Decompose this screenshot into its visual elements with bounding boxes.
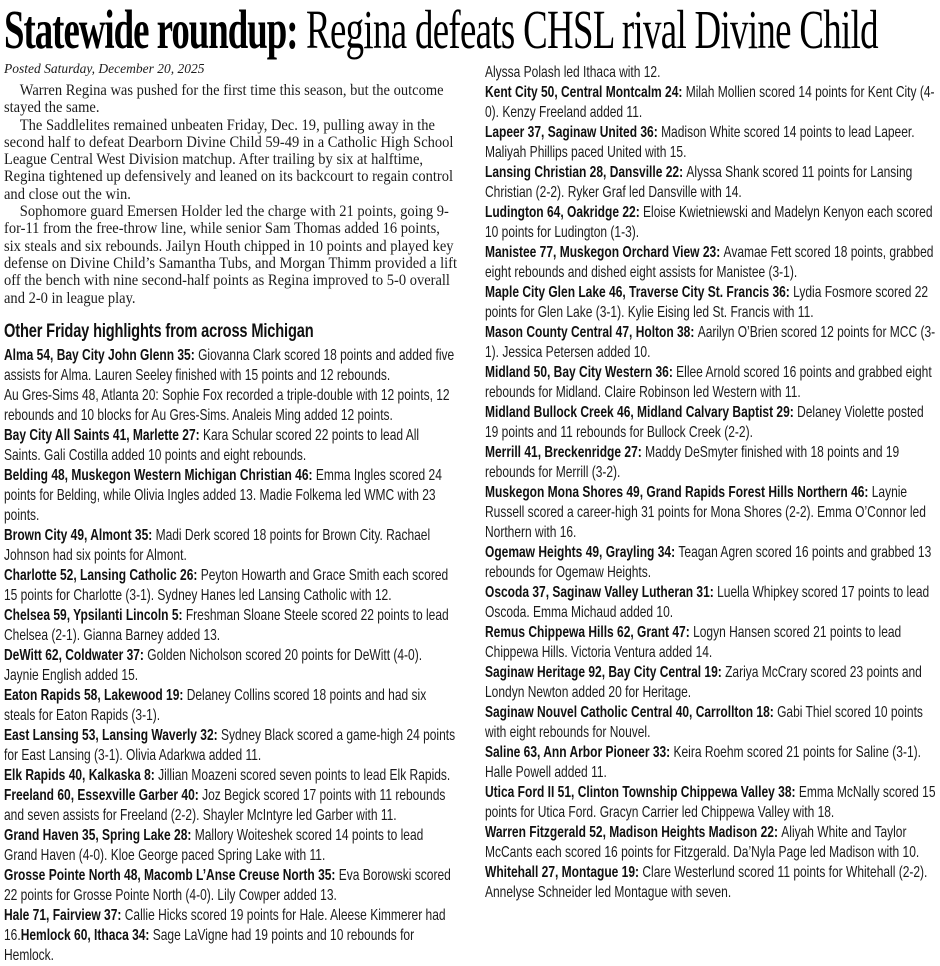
highlight-item	[485, 743, 940, 783]
game-summary: Giovanna Clark scored 18 points and added five assists for Alma. Lauren Seeley finished with 15 points and 12 rebounds.	[4, 346, 455, 384]
highlight-item	[4, 346, 459, 386]
game-summary: Sydney Black scored a game-high 24 points for East Lansing (3-1). Olivia Adarkwa added 11.	[4, 726, 456, 764]
highlight-item	[4, 646, 459, 686]
game-score-lead: Maple City Glen Lake 46, Traverse City St. Francis 36:	[485, 284, 794, 301]
highlight-item	[4, 606, 459, 646]
game-summary: Delaney Collins scored 18 points and had six steals for Eaton Rapids (3-1).	[4, 686, 427, 724]
highlight-item	[485, 443, 940, 483]
highlight-item	[485, 83, 940, 123]
highlight-item	[485, 863, 940, 903]
highlight-item	[4, 866, 459, 906]
game-summary: Maddy DeSmyter finished with 18 points and 19 rebounds for Merrill (3-2).	[485, 444, 900, 481]
game-score-lead: East Lansing 53, Lansing Waverly 32:	[4, 726, 221, 744]
highlight-item	[485, 583, 940, 623]
game-summary: Mallory Woiteshek scored 14 points to lead Grand Haven (4-0). Kloe George paced Spring Lake with 11.	[4, 826, 424, 864]
highlight-item	[485, 163, 940, 203]
game-summary: Sage LaVigne had 19 points and 10 rebounds for Hemlock.	[4, 926, 415, 964]
game-summary: Joz Begick scored 17 points with 11 rebounds and seven assists for Freeland (2-2). Shayler McIntyre led Garber with 11.	[4, 786, 446, 824]
section-heading: Other Friday highlights from across Michigan	[4, 319, 314, 342]
game-score-lead: Ludington 64, Oakridge 22:	[485, 204, 644, 221]
highlights-section	[4, 320, 459, 966]
highlight-item	[485, 283, 940, 323]
game-score-lead: Utica Ford II 51, Clinton Township Chippewa Valley 38:	[485, 784, 799, 801]
game-summary: Sophie Fox recorded a triple-double with 12 points, 12 rebounds and 10 blocks for Au Gres-Sims. Analeis Ming added 12 points.	[4, 386, 450, 424]
highlight-item	[485, 823, 940, 863]
game-score-lead: Belding 48, Muskegon Western Michigan Christian 46:	[4, 466, 316, 484]
game-score-lead: Brown City 49, Almont 35:	[4, 526, 156, 544]
highlight-item	[485, 543, 940, 583]
game-summary: Freshman Sloane Steele scored 22 points to lead Chelsea (2-1). Gianna Barney added 13.	[4, 606, 449, 644]
game-summary: Gabi Thiel scored 10 points with eight rebounds for Nouvel.	[485, 704, 923, 741]
game-score-lead: Bay City All Saints 41, Marlette 27:	[4, 426, 203, 444]
game-score-lead: Kent City 50, Central Montcalm 24:	[485, 84, 686, 101]
right-column	[485, 61, 940, 903]
game-summary: Eva Borowski scored 22 points for Grosse Pointe North (4-0). Lily Cowper added 13.	[4, 866, 451, 904]
game-summary: Emma Ingles scored 24 points for Belding, while Olivia Ingles added 13. Madie Folkema led WMC with 23 points.	[4, 466, 442, 524]
game-score-lead: Saginaw Heritage 92, Bay City Central 19:	[485, 664, 726, 681]
game-summary: Aliyah White and Taylor McCants each scored 16 points for Fitzgerald. Da’Nyla Page led Madison with 10.	[485, 824, 920, 861]
game-summary: Keira Roehm scored 21 points for Saline (3-1). Halle Powell added 11.	[485, 744, 921, 781]
highlight-item	[485, 663, 940, 703]
game-score-lead: Remus Chippewa Hills 62, Grant 47:	[485, 624, 694, 641]
highlight-item	[4, 726, 459, 766]
highlight-item	[485, 243, 940, 283]
game-summary: Lydia Fosmore scored 22 points for Glen Lake (3-1). Kylie Eising led St. Francis with 11.	[485, 284, 929, 321]
game-score-lead: Midland 50, Bay City Western 36:	[485, 364, 677, 381]
game-summary: Alyssa Polash led Ithaca with 12.	[485, 64, 661, 81]
game-score-lead: Alma 54, Bay City John Glenn 35:	[4, 346, 199, 364]
game-summary: Milah Mollien scored 14 points for Kent City (4-0). Kenzy Freeland added 11.	[485, 84, 935, 121]
highlight-item	[4, 826, 459, 866]
game-score-lead: Saline 63, Ann Arbor Pioneer 33:	[485, 744, 674, 761]
game-summary: Golden Nicholson scored 20 points for DeWitt (4-0). Jaynie English added 15.	[4, 646, 423, 684]
article-columns	[4, 61, 936, 966]
title-kicker: Statewide roundup:	[4, 0, 298, 60]
game-score-lead: Mason County Central 47, Holton 38:	[485, 324, 698, 341]
game-score-lead: Oscoda 37, Saginaw Valley Lutheran 31:	[485, 584, 718, 601]
game-summary: Delaney Violette posted 19 points and 11 rebounds for Bullock Creek (2-2).	[485, 404, 924, 441]
game-score-lead: Freeland 60, Essexville Garber 40:	[4, 786, 203, 804]
game-summary: Aarilyn O’Brien scored 12 points for MCC (3-1). Jessica Petersen added 10.	[485, 324, 936, 361]
game-score-lead: Grosse Pointe North 48, Macomb L’Anse Creuse North 35:	[4, 866, 339, 884]
highlight-item	[4, 566, 459, 606]
highlight-item	[485, 783, 940, 823]
game-score-lead: Hale 71, Fairview 37:	[4, 906, 125, 924]
highlight-item	[485, 623, 940, 663]
byline: Posted Saturday, December 20, 2025	[4, 61, 205, 76]
game-score-lead: Saginaw Nouvel Catholic Central 40, Carrollton 18:	[485, 704, 778, 721]
lead-paragraph: Warren Regina was pushed for the first time this season, but the outcome stayed the same.	[4, 82, 444, 117]
game-summary: Eloise Kwietniewski and Madelyn Kenyon each scored 10 points for Ludington (1-3).	[485, 204, 933, 241]
game-score-lead: Warren Fitzgerald 52, Madison Heights Madison 22:	[485, 824, 782, 841]
highlight-item	[485, 703, 940, 743]
game-score-lead: Eaton Rapids 58, Lakewood 19:	[4, 686, 187, 704]
game-score-lead: Charlotte 52, Lansing Catholic 26:	[4, 566, 201, 584]
highlights-list-right	[485, 63, 940, 903]
game-score-lead: DeWitt 62, Coldwater 37:	[4, 646, 148, 664]
highlight-item	[485, 483, 940, 543]
game-score-lead: Ogemaw Heights 49, Grayling 34:	[485, 544, 679, 561]
highlight-item	[485, 363, 940, 403]
game-summary: Teagan Agren scored 16 points and grabbed 13 rebounds for Ogemaw Heights.	[485, 544, 932, 581]
game-summary: Peyton Howarth and Grace Smith each scored 15 points for Charlotte (3-1). Sydney Hanes led Lansing Catholic with 12.	[4, 566, 449, 604]
game-summary: Madi Derk scored 18 points for Brown City. Rachael Johnson had six points for Almont.	[4, 526, 431, 564]
game-score-lead: Grand Haven 35, Spring Lake 28:	[4, 826, 195, 844]
highlight-item	[4, 686, 459, 726]
game-score-lead: Manistee 77, Muskegon Orchard View 23:	[485, 244, 724, 261]
game-score-lead: Whitehall 27, Montague 19:	[485, 864, 643, 881]
highlight-item	[485, 63, 940, 83]
game-score-lead: Au Gres-Sims 48, Atlanta 20:	[4, 386, 163, 404]
game-summary: Avamae Fett scored 18 points, grabbed eight rebounds and dished eight assists for Manistee (3-1).	[485, 244, 934, 281]
highlight-item	[4, 766, 459, 786]
lead-story	[4, 82, 459, 307]
game-score-lead: Lapeer 37, Saginaw United 36:	[485, 124, 662, 141]
title-main: Regina defeats CHSL rival Divine Child	[297, 0, 878, 60]
game-summary: Zariya McCrary scored 23 points and Londyn Newton added 20 for Heritage.	[485, 664, 922, 701]
highlight-item	[4, 786, 459, 826]
game-summary: Emma McNally scored 15 points for Utica Ford. Gracyn Carrier led Chippewa Valley with 18.	[485, 784, 936, 821]
game-score-lead: Chelsea 59, Ypsilanti Lincoln 5:	[4, 606, 186, 624]
game-summary: Alyssa Shank scored 11 points for Lansing Christian (2-2). Ryker Graf led Dansville with 14.	[485, 164, 913, 201]
game-score-lead: Midland Bullock Creek 46, Midland Calvary Baptist 29:	[485, 404, 798, 421]
game-score-lead: Muskegon Mona Shores 49, Grand Rapids Forest Hills Northern 46:	[485, 484, 872, 501]
game-score-lead: Elk Rapids 40, Kalkaska 8:	[4, 766, 159, 784]
left-column	[4, 61, 459, 966]
highlights-list-left	[4, 346, 459, 966]
game-summary: Logyn Hansen scored 21 points to lead Chippewa Hills. Victoria Ventura added 14.	[485, 624, 902, 661]
game-summary: Clare Westerlund scored 11 points for Whitehall (2-2). Annelyse Schneider led Montague with seven.	[485, 864, 928, 901]
highlight-item	[485, 323, 940, 363]
game-score-lead: Lansing Christian 28, Dansville 22:	[485, 164, 687, 181]
game-summary: Laynie Russell scored a career-high 31 points for Mona Shores (2-2). Emma O’Connor led Northern with 16.	[485, 484, 926, 541]
game-score-lead: Hemlock 60, Ithaca 34:	[20, 926, 153, 944]
game-summary: Callie Hicks scored 19 points for Hale. Aleese Kimmerer had 16.	[4, 906, 446, 944]
highlight-item	[4, 426, 459, 466]
highlights-section-continued	[485, 61, 940, 903]
lead-paragraph: Sophomore guard Emersen Holder led the charge with 21 points, going 9-for-11 from the free-throw line, while senior Sam Thomas added 16 points, six steals and six rebounds. Jailyn Houth chipped in 10 points and played key defense on Divine Child’s Samantha Tubs, and Morgan Thimm provided a lift off the bench with nine second-half points as Regina improved to 5-0 overall and 2-0 in league play.	[4, 203, 458, 307]
highlight-item	[485, 123, 940, 163]
highlight-item	[485, 403, 940, 443]
highlight-item	[4, 386, 459, 426]
highlight-item	[4, 466, 459, 526]
highlight-item	[4, 526, 459, 566]
game-summary: Luella Whipkey scored 17 points to lead Oscoda. Emma Michaud added 10.	[485, 584, 930, 621]
game-summary: Kara Schular scored 22 points to lead All Saints. Gali Costilla added 10 points and eight rebounds.	[4, 426, 420, 464]
game-score-lead: Merrill 41, Breckenridge 27:	[485, 444, 646, 461]
game-summary: Ellee Arnold scored 16 points and grabbed eight rebounds for Midland. Claire Robinson led Western with 11.	[485, 364, 932, 401]
game-summary: Madison White scored 14 points to lead Lapeer. Maliyah Phillips paced United with 15.	[485, 124, 915, 161]
lead-paragraph: The Saddlelites remained unbeaten Friday, Dec. 19, pulling away in the second half to defeat Dearborn Divine Child 59-49 in a Catholic High School League Central West Division matchup. After trailing by six at halftime, Regina tightened up defensively and leaned on its backcourt to regain control and close out the win.	[4, 116, 454, 203]
game-summary: Jillian Moazeni scored seven points to lead Elk Rapids.	[158, 766, 451, 784]
article-title	[4, 0, 878, 60]
highlight-item	[485, 203, 940, 243]
